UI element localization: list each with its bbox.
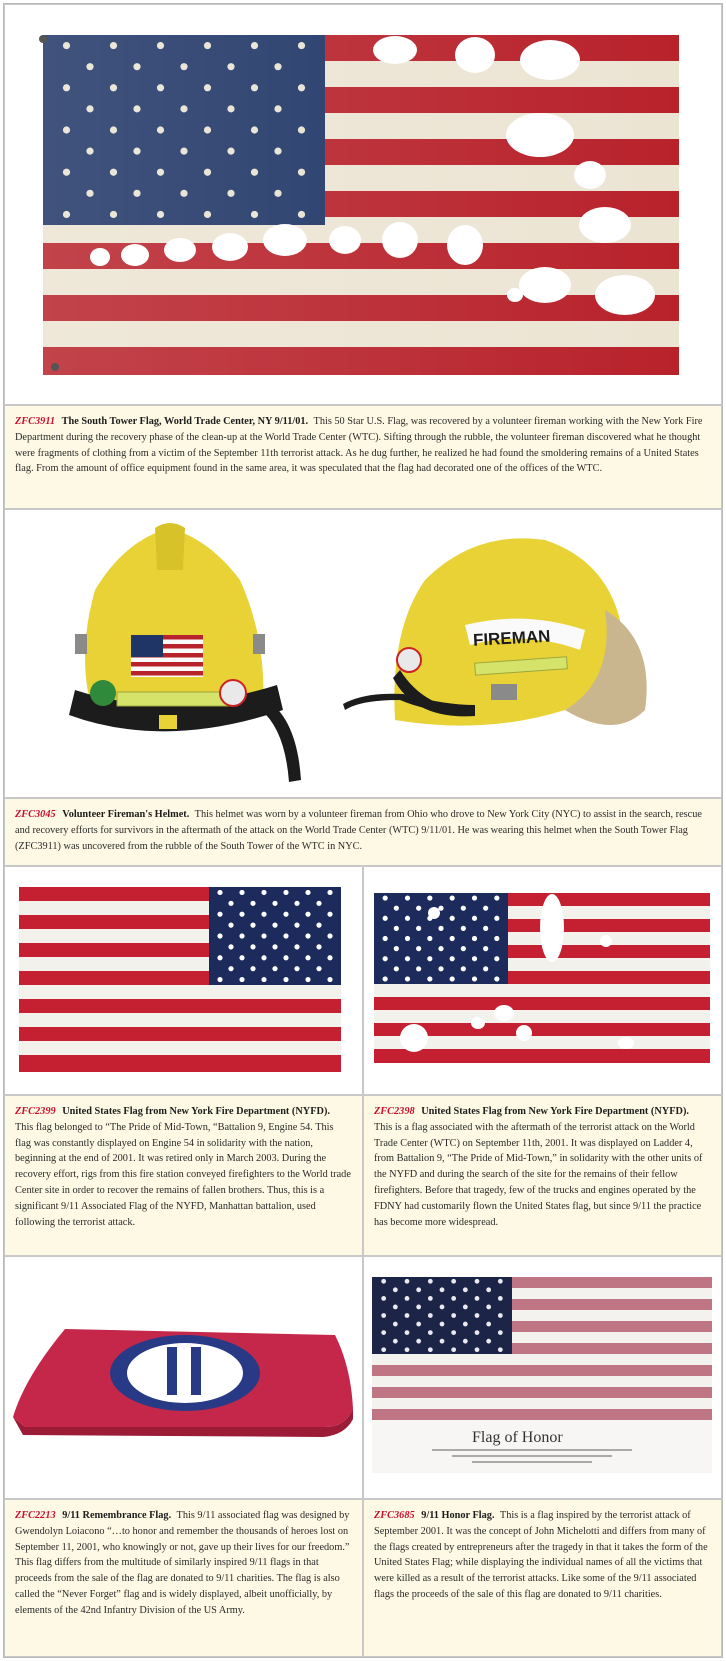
flag-star bbox=[250, 944, 255, 949]
flag-of-honor-label: Flag of Honor bbox=[472, 1429, 563, 1446]
engine-54-flag-caption bbox=[4, 1095, 363, 1256]
ladder-4-flag-photo bbox=[363, 866, 722, 1095]
flag-star bbox=[472, 895, 477, 900]
item-code: ZFC2398 bbox=[374, 1106, 415, 1117]
flag-star bbox=[438, 966, 443, 971]
flag-star bbox=[472, 956, 477, 961]
flag-star bbox=[451, 1330, 456, 1335]
flag-star bbox=[383, 916, 388, 921]
flag-star bbox=[428, 1347, 433, 1352]
flag-star bbox=[250, 901, 255, 906]
item-description: This 9/11 associated flag was designed by Gwendolyn Loiacono “…to honor and remember the thousands of heroes lost on September 11, 2001, who knowingly or not, gave up their lives for our freedom.” bbox=[15, 1510, 350, 1553]
flag-star bbox=[475, 1330, 480, 1335]
flag-star bbox=[494, 976, 499, 981]
flag-star bbox=[228, 901, 233, 906]
flag-star bbox=[228, 923, 233, 928]
flag-star bbox=[428, 1330, 433, 1335]
flag-star bbox=[393, 1339, 398, 1344]
flag-star bbox=[283, 977, 288, 982]
flag-star bbox=[305, 955, 310, 960]
helmet-side bbox=[343, 538, 647, 725]
flag-star bbox=[381, 1330, 386, 1335]
flag-star bbox=[475, 1347, 480, 1352]
flag-star bbox=[405, 916, 410, 921]
item-code: ZFC2399 bbox=[15, 1106, 56, 1117]
flag-star bbox=[416, 946, 421, 951]
flag-star bbox=[261, 977, 266, 982]
flag-star bbox=[483, 906, 488, 911]
south-tower-flag-image bbox=[5, 5, 721, 404]
flag-star bbox=[438, 926, 443, 931]
flag-star bbox=[381, 1347, 386, 1352]
flag-star bbox=[427, 956, 432, 961]
south-tower-flag-photo bbox=[4, 4, 722, 405]
flag-star bbox=[283, 955, 288, 960]
engine-54-flag-photo bbox=[4, 866, 363, 1095]
flag-star bbox=[405, 1330, 410, 1335]
flag-star bbox=[451, 1347, 456, 1352]
flag-star bbox=[472, 916, 477, 921]
flag-star bbox=[316, 901, 321, 906]
flag-star bbox=[316, 923, 321, 928]
flag-star bbox=[239, 933, 244, 938]
flag-star bbox=[405, 895, 410, 900]
item-title: Volunteer Fireman's Helmet. bbox=[62, 809, 190, 820]
flag-star bbox=[239, 955, 244, 960]
god-bless-america-label: GOD BLESS AMERICA bbox=[136, 1319, 234, 1329]
flag-star bbox=[381, 1279, 386, 1284]
remembrance-flag-caption bbox=[4, 1499, 363, 1657]
flag-star bbox=[483, 926, 488, 931]
honor-flag-image bbox=[364, 1257, 721, 1498]
flag-star bbox=[498, 1347, 503, 1352]
item-description-continued: This flag differs from the multitude of similarly inspired 9/11 flags in that proceeds from the sale of the flag are donated to 9/11 charities. The flag is also called the “Never Forget” flag and is widely displayed, albeit unofficially, by elements of the 42nd Infantry Division of the US Army. bbox=[15, 1557, 340, 1616]
flag-star bbox=[217, 912, 222, 917]
flag-star bbox=[383, 936, 388, 941]
item-description: This helmet was worn by a volunteer fireman from Ohio who drove to New York City (NYC) to assist in the search, rescue and recovery efforts for survivors in the aftermath of the attack on the World Trade Center (WTC) 9/11/01. He was wearing this helmet when the South Tower Flag (ZFC3911) was uncovered from the rubble of the South Tower of the WTC in NYC. bbox=[15, 809, 702, 852]
flag-star bbox=[416, 966, 421, 971]
flag-star bbox=[327, 912, 332, 917]
flag-star bbox=[472, 976, 477, 981]
flag-star bbox=[498, 1330, 503, 1335]
flag-star bbox=[405, 1347, 410, 1352]
flag-star bbox=[486, 1287, 491, 1292]
helmet-image bbox=[5, 510, 721, 797]
item-code: ZFC2213 bbox=[15, 1510, 56, 1521]
flag-star bbox=[272, 944, 277, 949]
flag-star bbox=[428, 1313, 433, 1318]
flag-star bbox=[416, 1339, 421, 1344]
helmet-fireman-label: FIREMAN bbox=[472, 626, 551, 650]
item-title: The South Tower Flag, World Trade Center, NY 9/11/01. bbox=[61, 416, 309, 427]
honor-flag-caption bbox=[363, 1499, 722, 1657]
item-description: This flag belonged to “The Pride of Mid-Town, “Battalion 9, Engine 54. This flag was constantly displayed on Engine 54 in solidarity with the nation, beginning at the end of 2001. It was retired only in March 2003. During the recovery effort, rigs from this fire station conveyed firefighters to the World trade Center site in order to recover the remains of fallen brothers. Thus, this is a significant 9/11 Associated Flag of the NYFD, Manhattan battalion, used following the terrorist attack. bbox=[15, 1121, 351, 1228]
flag-star bbox=[450, 956, 455, 961]
flag-star bbox=[261, 912, 266, 917]
flag-star bbox=[239, 977, 244, 982]
helmet-photo bbox=[4, 509, 722, 798]
flag-star bbox=[305, 890, 310, 895]
flag-star bbox=[416, 1287, 421, 1292]
flag-star bbox=[294, 923, 299, 928]
item-code: ZFC3045 bbox=[15, 809, 56, 820]
flag-star bbox=[461, 906, 466, 911]
flag-star bbox=[428, 1296, 433, 1301]
remembrance-flag-image bbox=[5, 1257, 362, 1498]
honor-flag-photo bbox=[363, 1256, 722, 1499]
flag-star bbox=[316, 944, 321, 949]
flag-star bbox=[498, 1279, 503, 1284]
flag-star bbox=[283, 890, 288, 895]
flag-star bbox=[440, 1305, 445, 1310]
engine-54-flag-image bbox=[5, 867, 362, 1094]
flag-star bbox=[440, 1287, 445, 1292]
remembrance-flag-photo bbox=[4, 1256, 363, 1499]
flag-star bbox=[463, 1305, 468, 1310]
item-description: This 50 Star U.S. Flag, was recovered by a volunteer fireman working with the New York Fire Department during the recovery phase of the clean-up at the World Trade Center (WTC). Sifting through the rubble, the volunteer fireman discovered what he thought were fragments of clothing from a victim of the September 11th terrorist attack. As he dug further, he realized he had found the smoldering remains of a United States flag. From the amount of office equipment found in the same area, it was speculated that the flag had decorated one of the offices of the WTC. bbox=[15, 416, 703, 475]
flag-star bbox=[416, 906, 421, 911]
item-code: ZFC3911 bbox=[15, 416, 56, 427]
flag-star bbox=[272, 901, 277, 906]
flag-star bbox=[451, 1313, 456, 1318]
flag-star bbox=[450, 916, 455, 921]
south-tower-flag-caption bbox=[4, 405, 722, 509]
flag-star bbox=[416, 1305, 421, 1310]
flag-star bbox=[393, 1322, 398, 1327]
flag-star bbox=[472, 936, 477, 941]
flag-star bbox=[440, 1339, 445, 1344]
flag-star bbox=[305, 912, 310, 917]
flag-star bbox=[272, 966, 277, 971]
flag-star bbox=[327, 977, 332, 982]
flag-star bbox=[450, 976, 455, 981]
ladder-4-flag-image bbox=[364, 867, 721, 1094]
flag-star bbox=[463, 1339, 468, 1344]
flag-star bbox=[427, 936, 432, 941]
flag-star bbox=[305, 977, 310, 982]
flag-star bbox=[250, 923, 255, 928]
flag-star bbox=[450, 895, 455, 900]
flag-star bbox=[283, 912, 288, 917]
flag-star bbox=[294, 944, 299, 949]
flag-star bbox=[494, 936, 499, 941]
flag-star bbox=[416, 926, 421, 931]
flag-star bbox=[294, 966, 299, 971]
flag-star bbox=[427, 895, 432, 900]
flag-star bbox=[239, 890, 244, 895]
flag-star bbox=[217, 933, 222, 938]
flag-star bbox=[383, 976, 388, 981]
flag-star bbox=[381, 1313, 386, 1318]
flag-star bbox=[394, 966, 399, 971]
flag-star bbox=[486, 1339, 491, 1344]
flag-star bbox=[475, 1313, 480, 1318]
flag-star bbox=[451, 1279, 456, 1284]
flag-star bbox=[416, 1322, 421, 1327]
item-title: United States Flag from New York Fire Department (NYFD). bbox=[421, 1106, 689, 1117]
flag-star bbox=[405, 936, 410, 941]
flag-star bbox=[305, 933, 310, 938]
flag-star bbox=[450, 936, 455, 941]
flag-star bbox=[438, 946, 443, 951]
flag-star bbox=[239, 912, 244, 917]
flag-star bbox=[463, 1287, 468, 1292]
catalog-page bbox=[3, 3, 723, 1658]
flag-star bbox=[451, 1296, 456, 1301]
item-title: 9/11 Remembrance Flag. bbox=[62, 1510, 172, 1521]
flag-star bbox=[217, 955, 222, 960]
flag-star bbox=[483, 946, 488, 951]
flag-star bbox=[428, 1279, 433, 1284]
flag-star bbox=[294, 901, 299, 906]
flag-star bbox=[494, 956, 499, 961]
flag-star bbox=[463, 1322, 468, 1327]
flag-star bbox=[427, 976, 432, 981]
flag-star bbox=[383, 895, 388, 900]
flag-star bbox=[393, 1287, 398, 1292]
item-description: This is a flag inspired by the terrorist attack of September 2001. It was the concept of John Michelotti and differs from many of the flags created by entrepreneurs after the tragedy in that it takes the form of the United States Flag; while displaying the individual names of all the victims that were killed as a result of the terrorist attacks. Like some of the 9/11 associated flags the proceeds of the sale of this flag are donated to 9/11 charities. bbox=[374, 1510, 708, 1600]
flag-star bbox=[261, 933, 266, 938]
flag-star bbox=[228, 944, 233, 949]
flag-star bbox=[475, 1279, 480, 1284]
flag-star bbox=[283, 933, 288, 938]
flag-star bbox=[405, 1313, 410, 1318]
helmet-front bbox=[69, 523, 301, 782]
flag-star bbox=[272, 923, 277, 928]
flag-star bbox=[383, 956, 388, 961]
flag-star bbox=[486, 1322, 491, 1327]
flag-star bbox=[498, 1296, 503, 1301]
flag-star bbox=[461, 946, 466, 951]
flag-star bbox=[394, 926, 399, 931]
flag-star bbox=[327, 955, 332, 960]
item-title: United States Flag from New York Fire Department (NYFD). bbox=[62, 1106, 330, 1117]
flag-star bbox=[327, 933, 332, 938]
flag-star bbox=[494, 916, 499, 921]
flag-star bbox=[440, 1322, 445, 1327]
flag-star bbox=[327, 890, 332, 895]
helmet-caption bbox=[4, 798, 722, 866]
ladder-4-flag-caption bbox=[363, 1095, 722, 1256]
flag-star bbox=[217, 977, 222, 982]
flag-star bbox=[461, 926, 466, 931]
flag-star bbox=[475, 1296, 480, 1301]
flag-star bbox=[405, 1279, 410, 1284]
flag-star bbox=[405, 976, 410, 981]
flag-star bbox=[394, 906, 399, 911]
flag-star bbox=[228, 966, 233, 971]
item-code: ZFC3685 bbox=[374, 1510, 415, 1521]
flag-star bbox=[461, 966, 466, 971]
item-title: 9/11 Honor Flag. bbox=[421, 1510, 495, 1521]
flag-star bbox=[250, 966, 255, 971]
flag-star bbox=[405, 956, 410, 961]
item-description: This is a flag associated with the aftermath of the terrorist attack on the World Trade Center (WTC) on September 11th, 2001. It was displayed on Ladder 4, from Battalion 9, “The Pride of Mid-Town,” in solidarity with the other units of the NYFD and during the search of the site for the remains of their fellow firefighters. Before that tragedy, few of the trucks and engines operated by the FDNY had customarily flown the United States flag, but since 9/11 the practice has become more widespread. bbox=[374, 1121, 703, 1228]
flag-star bbox=[261, 890, 266, 895]
flag-star bbox=[393, 1305, 398, 1310]
flag-star bbox=[261, 955, 266, 960]
flag-star bbox=[483, 966, 488, 971]
flag-star bbox=[498, 1313, 503, 1318]
flag-star bbox=[486, 1305, 491, 1310]
flag-star bbox=[316, 966, 321, 971]
flag-star bbox=[405, 1296, 410, 1301]
flag-star bbox=[381, 1296, 386, 1301]
flag-star bbox=[217, 890, 222, 895]
flag-star bbox=[494, 895, 499, 900]
flag-star bbox=[394, 946, 399, 951]
